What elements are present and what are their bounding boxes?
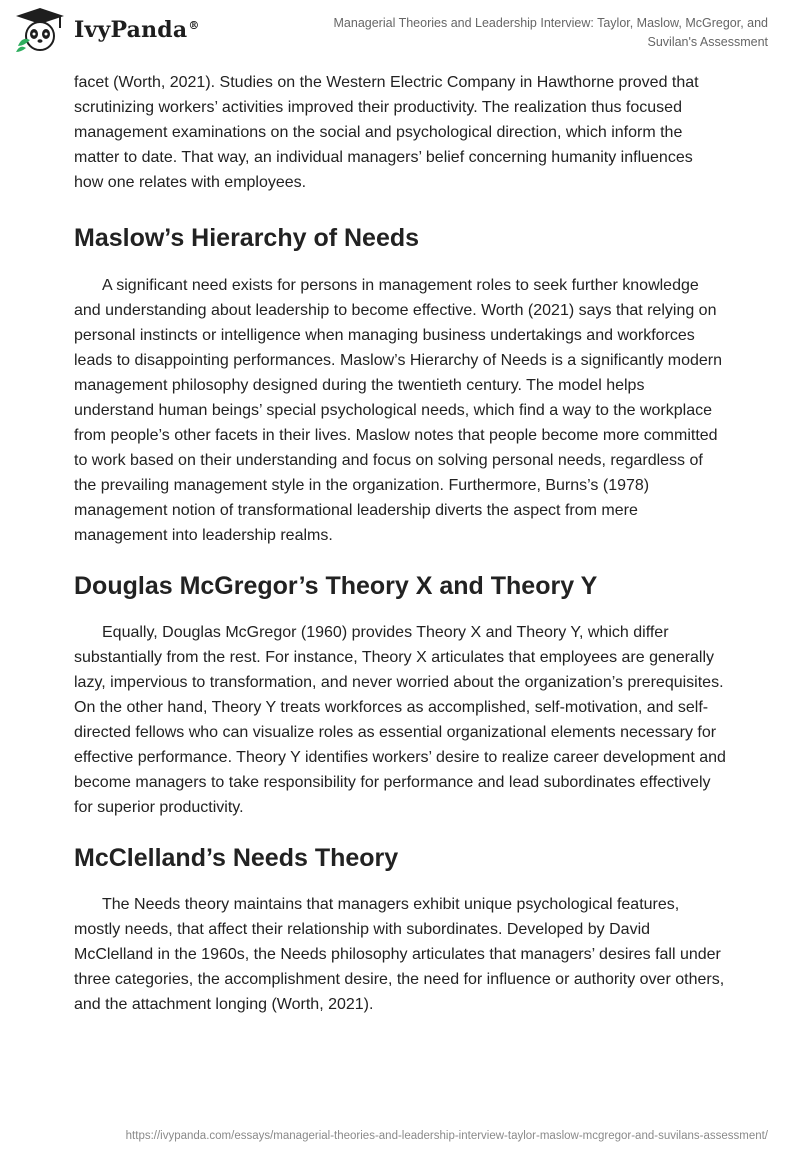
intro-paragraph: facet (Worth, 2021). Studies on the Western Electric Company in Hawthorne proved that scrutinizing workers’ activities improved their productivity. The realization thus focused management examinations on the social and psychological direction, which inform the matter to date. That way, an individual managers’ belief concerning humanity influences how one relates with employees.	[74, 74, 699, 191]
section-heading-maslow: Maslow’s Hierarchy of Needs	[74, 224, 420, 252]
section-paragraph-mcgregor: Equally, Douglas McGregor (1960) provides Theory X and Theory Y, which differ substantially from the rest. For instance, Theory X articulates that employees are generally lazy, impervious to transformation, and never worried about the organization’s prerequisites. On the other hand, Theory Y treats workforces as accomplished, self-motivation, and self-directed fellows who can visualize roles as essential organizational elements necessary for effective performance. Theory Y identifies workers’ desire to realize career development and become managers to take responsibility for performance and lead subordinates effectively for superior productivity.	[74, 624, 726, 816]
page-header	[0, 0, 800, 62]
document-title: Managerial Theories and Leadership Interview: Taylor, Maslow, McGregor, and Suvilan's Assessment	[333, 16, 768, 49]
essay-content	[74, 70, 726, 1017]
brand-name: IvyPanda®	[74, 17, 200, 43]
panda-graduate-icon	[12, 6, 68, 54]
section-paragraph-mcclelland: The Needs theory maintains that managers exhibit unique psychological features, mostly needs, that affect their relationship with subordinates. Developed by David McClelland in the 1960s, the Needs philosophy articulates that managers’ desires fall under three categories, the accomplishment desire, the need for influence or authority over others, and the attachment longing (Worth, 2021).	[74, 896, 725, 1013]
section-paragraph-maslow: A significant need exists for persons in management roles to seek further knowledge and understanding about leadership to become effective. Worth (2021) says that relying on personal instincts or intelligence when managing business undertakings and workforces leads to disappointing performances. Maslow’s Hierarchy of Needs is a significantly modern management philosophy designed during the twentieth century. The model helps understand human beings’ special psychological needs, which find a way to the workplace from people’s other facets in their lives. Maslow notes that people become more committed to work based on their understanding and focus on solving personal needs, regardless of the prevailing management style in the organization. Furthermore, Burns’s (1978) management notion of transformational leadership diverts the aspect from mere management into leadership realms.	[74, 277, 723, 544]
ivypanda-logo[interactable]	[12, 6, 200, 54]
source-url[interactable]: https://ivypanda.com/essays/managerial-theories-and-leadership-interview-taylor-maslow-mcgregor-and-suvilans-assessment/	[125, 1130, 768, 1142]
section-heading-mcgregor: Douglas McGregor’s Theory X and Theory Y	[74, 572, 598, 600]
registered-mark: ®	[188, 18, 200, 32]
section-heading-mcclelland: McClelland’s Needs Theory	[74, 844, 399, 872]
